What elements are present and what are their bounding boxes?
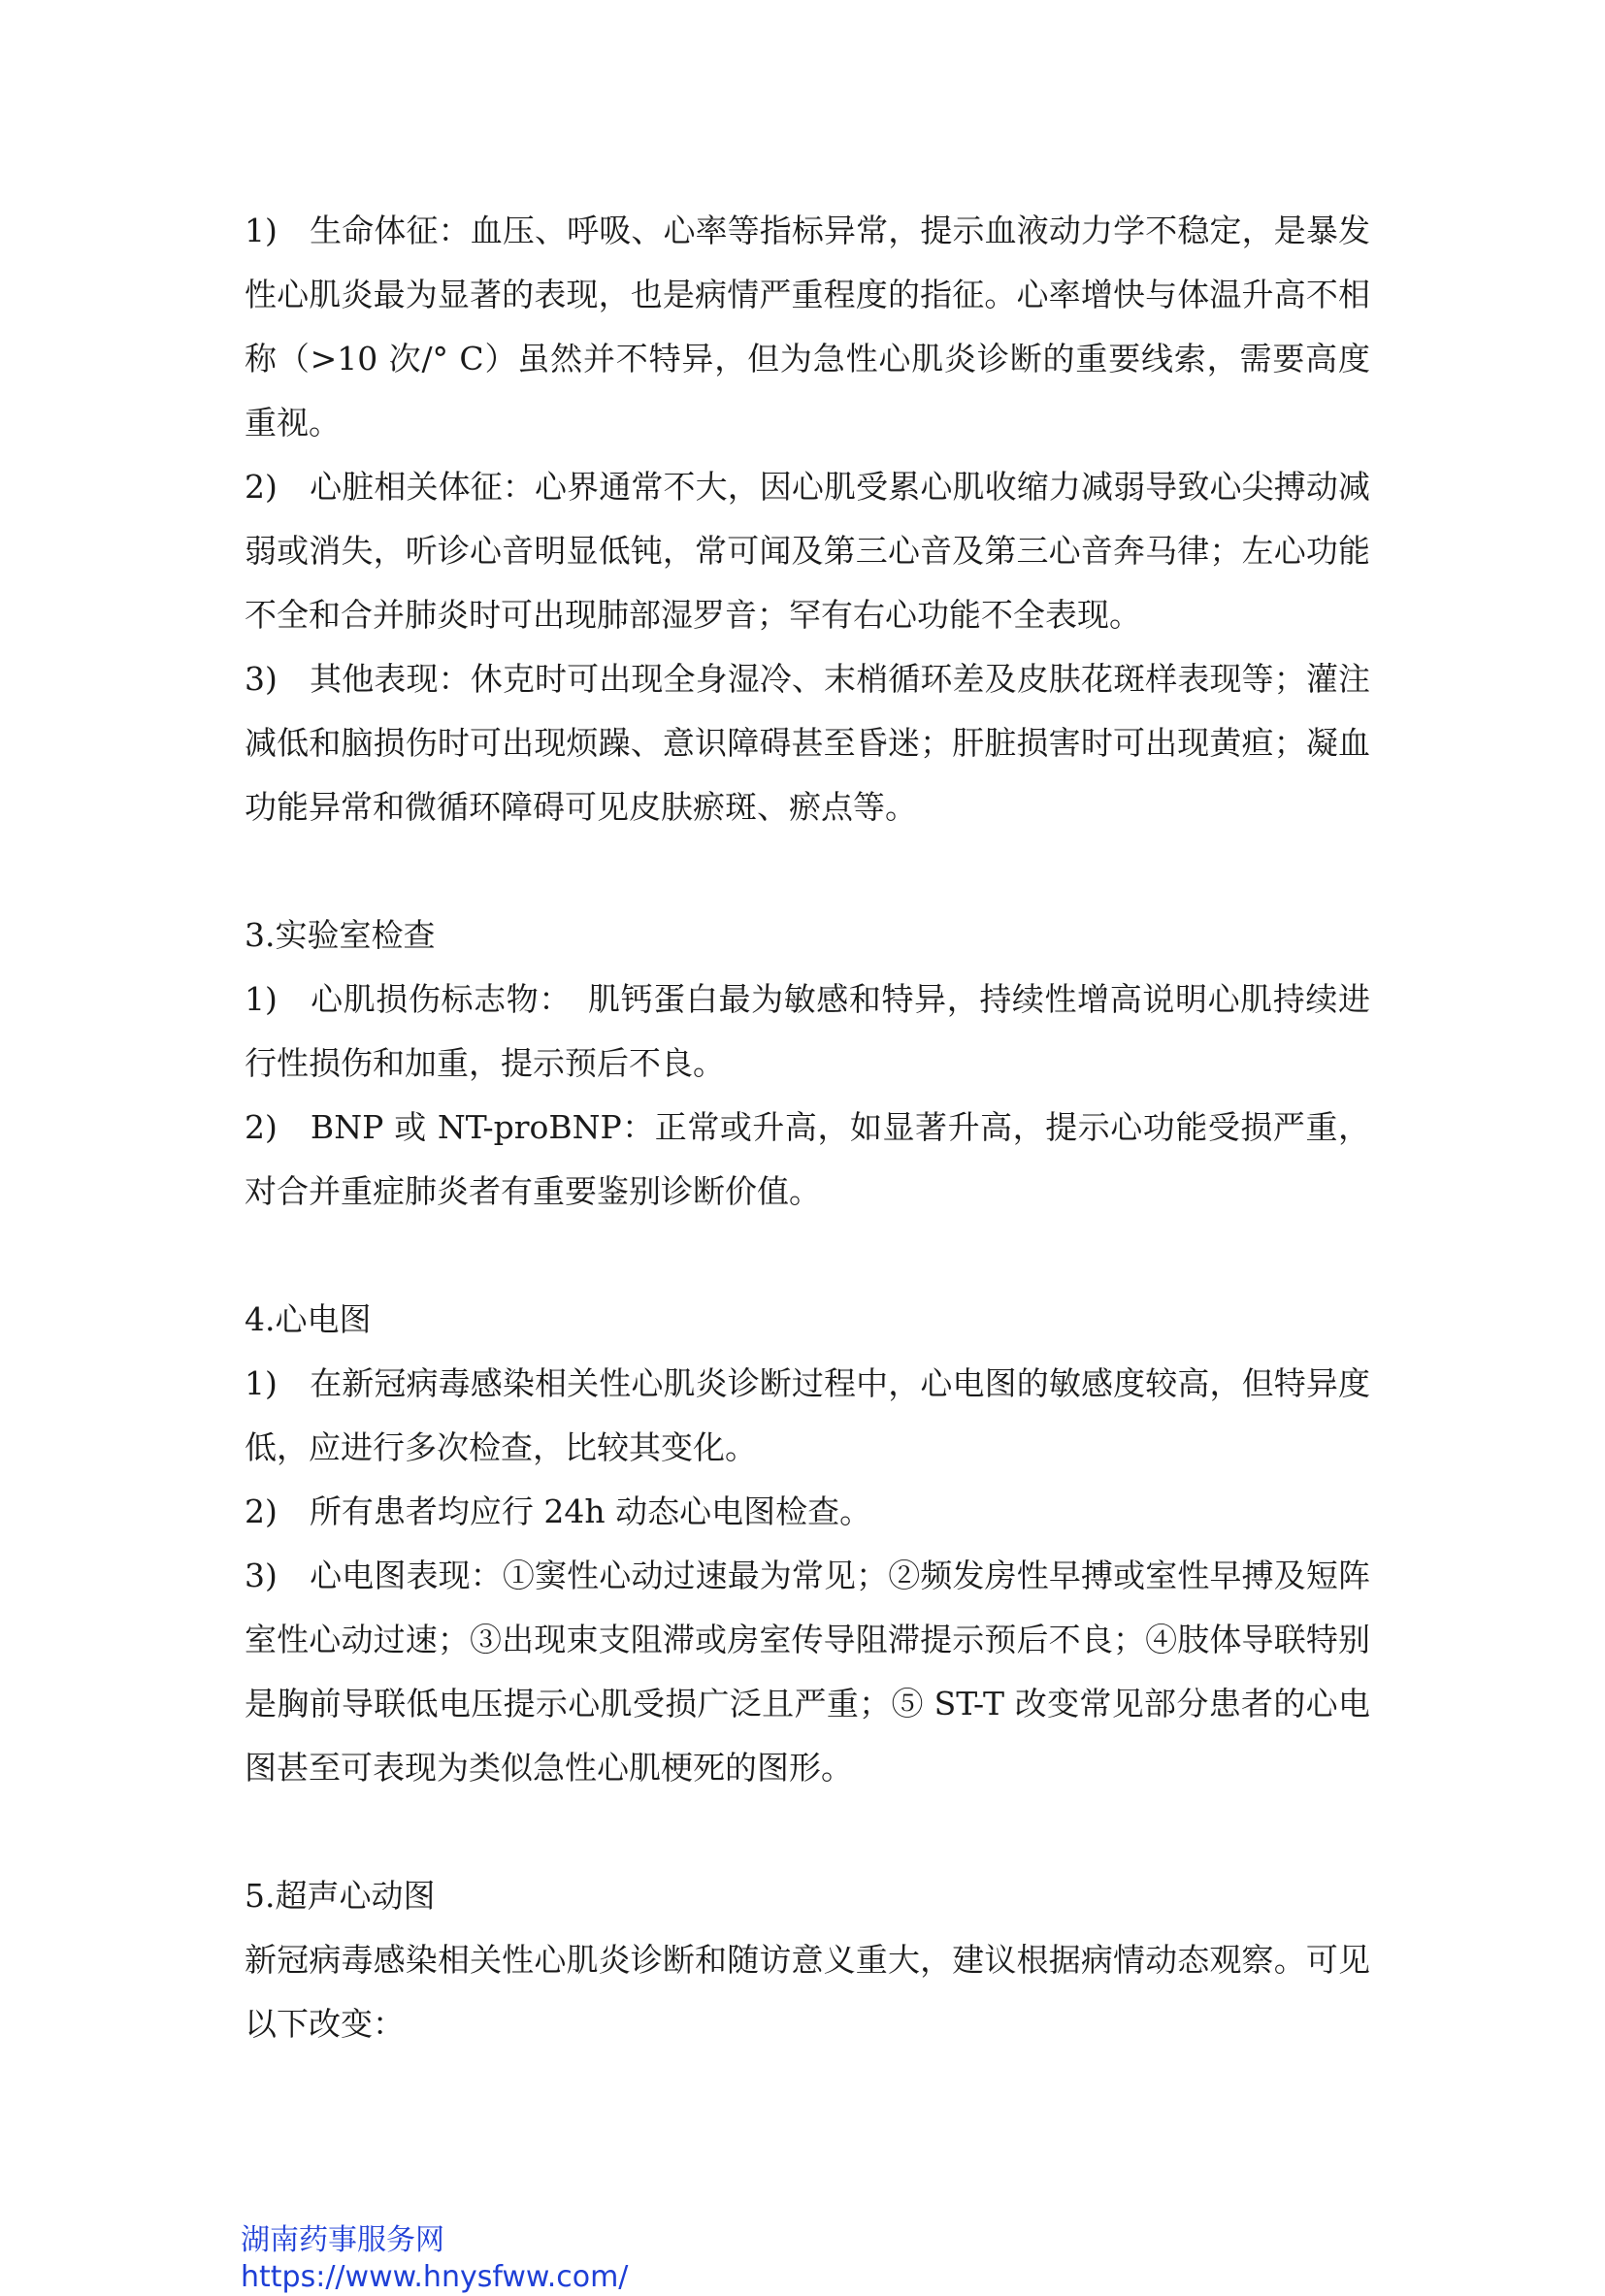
echo-paragraph: 新冠病毒感染相关性心肌炎诊断和随访意义重大，建议根据病情动态观察。可见以下改变： [245,1941,1370,2043]
ecg-findings-paragraph: 3) 心电图表现：①窦性心动过速最为常见；②频发房性早搏或室性早搏及短阵室性心动过速；③出现束支阻滞或房室传导阻滞提示预后不良；④肢体导联特别是胸前导联低电压提示心肌受损广泛且严重；⑤ ST-T 改变常见部分患者的心电图甚至可表现为类似急性心肌梗死的图形。 [245,1557,1370,1787]
other-signs-paragraph: 3) 其他表现：休克时可出现全身湿冷、末梢循环差及皮肤花斑样表现等；灌注减低和脑损伤时可出现烦躁、意识障碍甚至昏迷；肝脏损害时可出现黄疸；凝血功能异常和微循环障碍可见皮肤瘀斑、瘀点等。 [245,660,1370,826]
vital-signs-paragraph: 1) 生命体征：血压、呼吸、心率等指标异常，提示血液动力学不稳定，是暴发性心肌炎最为显著的表现，也是病情严重程度的指征。心率增快与体温升高不相称（>10 次/° C）虽然并不特异，但为急性心肌炎诊断的重要线索，需要高度重视。 [245,212,1370,442]
footer-site-name-link[interactable]: 湖南药事服务网 [241,2223,444,2257]
echo-heading: 5.超声心动图 [245,1877,436,1915]
document-body [245,199,1370,2056]
ecg-holter-paragraph: 2) 所有患者均应行 24h 动态心电图检查。 [245,1492,872,1530]
lab-bnp-paragraph: 2) BNP 或 NT-proBNP：正常或升高，如显著升高，提示心功能受损严重，对合并重症肺炎者有重要鉴别诊断价值。 [245,1108,1370,1210]
footer-url-link[interactable]: https://www.hnysfww.com/ [241,2260,629,2294]
ecg-sensitivity-paragraph: 1) 在新冠病毒感染相关性心肌炎诊断过程中，心电图的敏感度较高，但特异度低，应进行多次检查，比较其变化。 [245,1364,1370,1466]
lab-troponin-paragraph: 1) 心肌损伤标志物： 肌钙蛋白最为敏感和特异，持续性增高说明心肌持续进行性损伤和加重，提示预后不良。 [245,980,1370,1082]
ecg-heading: 4.心电图 [245,1300,372,1338]
lab-tests-heading: 3.实验室检查 [245,916,436,954]
section-gap [245,1224,1370,1288]
section-gap [245,1800,1370,1864]
section-gap [245,839,1370,903]
footer [241,2222,628,2296]
cardiac-signs-paragraph: 2) 心脏相关体征：心界通常不大，因心肌受累心肌收缩力减弱导致心尖搏动减弱或消失，听诊心音明显低钝，常可闻及第三心音及第三心音奔马律；左心功能不全和合并肺炎时可出现肺部湿罗音；罕有右心功能不全表现。 [245,468,1370,634]
